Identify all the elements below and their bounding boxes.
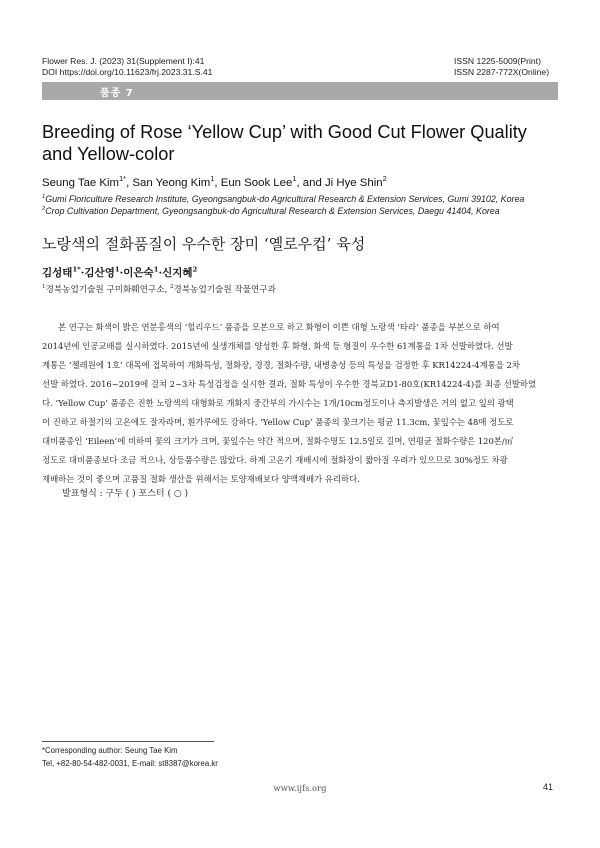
korean-title: 노랑색의 절화품질이 우수한 장미 ‘옐로우컵’ 육성 <box>42 235 366 253</box>
affiliation-text: Crop Cultivation Department, Gyeongsangbuk-do Agricultural Research & Extension Services, Daegu 41404, Korea <box>45 206 500 216</box>
doi-link[interactable]: DOI https://doi.org/10.11623/frj.2023.31.S.41 <box>42 67 213 77</box>
author-affiliation-mark: 1* <box>72 265 81 274</box>
issn-print: ISSN 1225-5009(Print) <box>454 56 541 66</box>
korean-author-name: 김성태 <box>42 267 73 279</box>
author-affiliation-mark: 2 <box>382 174 387 184</box>
author-name: , Eun Sook Lee <box>214 177 293 189</box>
abstract-line: 계통은 ‘젤레원에 1호’ 대목에 접목하여 개화특성, 절화장, 경경, 절화수량, 내병충성 등의 특성을 검정한 후 KR14224-4계통을 2차 <box>42 360 520 370</box>
author-affiliation-mark: 1 <box>153 265 159 274</box>
author-name: , San Yeong Kim <box>126 177 211 189</box>
section-banner-label: 품종 7 <box>100 88 134 99</box>
abstract-line: 본 연구는 화색이 밝은 연분홍색의 ‘힐리우드’ 품종을 모본으로 하고 화형이 이쁜 대형 노랑색 ‘타라’ 품종을 부본으로 하여 <box>58 322 500 332</box>
issn-online: ISSN 2287-772X(Online) <box>454 67 550 77</box>
affiliation-mark: 1 <box>42 284 46 291</box>
abstract-line: 이 진하고 하절기의 고온에도 잘자라며, 흰가루에도 강하다. ‘Yellow Cup’ 품종의 꽃크기는 평균 11.3cm, 꽃잎수는 48매 정도로 <box>42 417 514 427</box>
affiliation-mark: 2 <box>42 206 46 213</box>
abstract-line: 정도로 대비품종보다 조금 적으나, 상등품수량은 많았다. 하계 고온기 재배시에 절화장이 짧아질 우려가 있으므로 30%정도 차광 <box>42 455 508 465</box>
korean-author-list <box>42 265 197 280</box>
author-name: , and Ji Hye Shin <box>296 177 383 189</box>
korean-affiliation-text: 경북농업기술원 구미화훼연구소, <box>45 285 170 295</box>
paper-title: Breeding of Rose ‘Yellow Cup’ with Good Cut Flower Quality and Yellow-color <box>42 122 527 164</box>
author-affiliation-mark: 1* <box>119 174 127 184</box>
korean-author-name: ·이은숙 <box>119 267 154 279</box>
affiliation-mark: 2 <box>169 284 174 291</box>
section-banner <box>42 82 558 100</box>
author-affiliation-mark: 1 <box>292 174 297 184</box>
abstract-line: 선발 하였다. 2016~2019에 걸쳐 2~3차 특성검정을 실시한 결과, 절화 특성이 우수한 경북교D1-80호(KR14224-4)를 최종 선발하였 <box>42 379 537 389</box>
page-number: 41 <box>543 782 554 792</box>
affiliation-2 <box>42 206 500 216</box>
korean-affiliation-text: 경북농업기술원 작물연구과 <box>173 285 276 295</box>
author-name: Seung Tae Kim <box>42 177 120 189</box>
affiliation-1 <box>42 194 524 204</box>
journal-website[interactable]: www.ijfs.org <box>273 783 327 793</box>
abstract-body <box>42 318 558 489</box>
korean-affiliations <box>42 283 276 295</box>
contact-info: Tel, +82-80-54-482-0031, E-mail: st8387@korea.kr <box>42 759 218 768</box>
abstract-line: 2014년에 인공교배를 실시하였다. 2015년에 실생개체를 양성한 후 화형, 화색 등 형질이 우수한 61계통을 1차 선발하였다. 선발 <box>42 341 513 351</box>
presentation-format: 발표형식 : 구두 ( ) 포스터 ( ○ ) <box>62 489 189 499</box>
corresponding-author: *Corresponding author: Seung Tae Kim <box>42 746 178 755</box>
abstract-line: 재배하는 것이 좋으며 고품질 절화 생산을 위해서는 토양재배보다 양액재배가 유리하다. <box>42 474 360 484</box>
korean-author-name: ·신지혜 <box>158 267 193 279</box>
author-affiliation-mark: 2 <box>192 265 198 274</box>
journal-citation: Flower Res. J. (2023) 31(Supplement I):41 <box>42 56 205 66</box>
affiliation-mark: 1 <box>42 194 46 201</box>
author-list <box>42 174 387 189</box>
footnote-divider <box>42 741 214 742</box>
author-affiliation-mark: 1 <box>114 265 120 274</box>
abstract-line: 대비품종인 ‘Eileen’에 비하여 꽃의 크기가 크며, 꽃잎수는 약간 적으며, 절화수명도 12.5일로 길며, 연평균 절화수량은 120본/㎡ <box>42 436 514 446</box>
abstract-line: 다. ‘Yellow Cup’ 품종은 진한 노랑색의 대형화로 개화지 중간부의 가시수는 1개/10cm정도이나 측지발생은 거의 없고 잎의 광택 <box>42 398 514 408</box>
affiliation-text: Gumi Floriculture Research Institute, Gyeongsangbuk-do Agricultural Research & Extension Services, Gumi 39102, Korea <box>45 194 525 204</box>
author-affiliation-mark: 1 <box>210 174 215 184</box>
korean-author-name: ·김산영 <box>80 267 115 279</box>
